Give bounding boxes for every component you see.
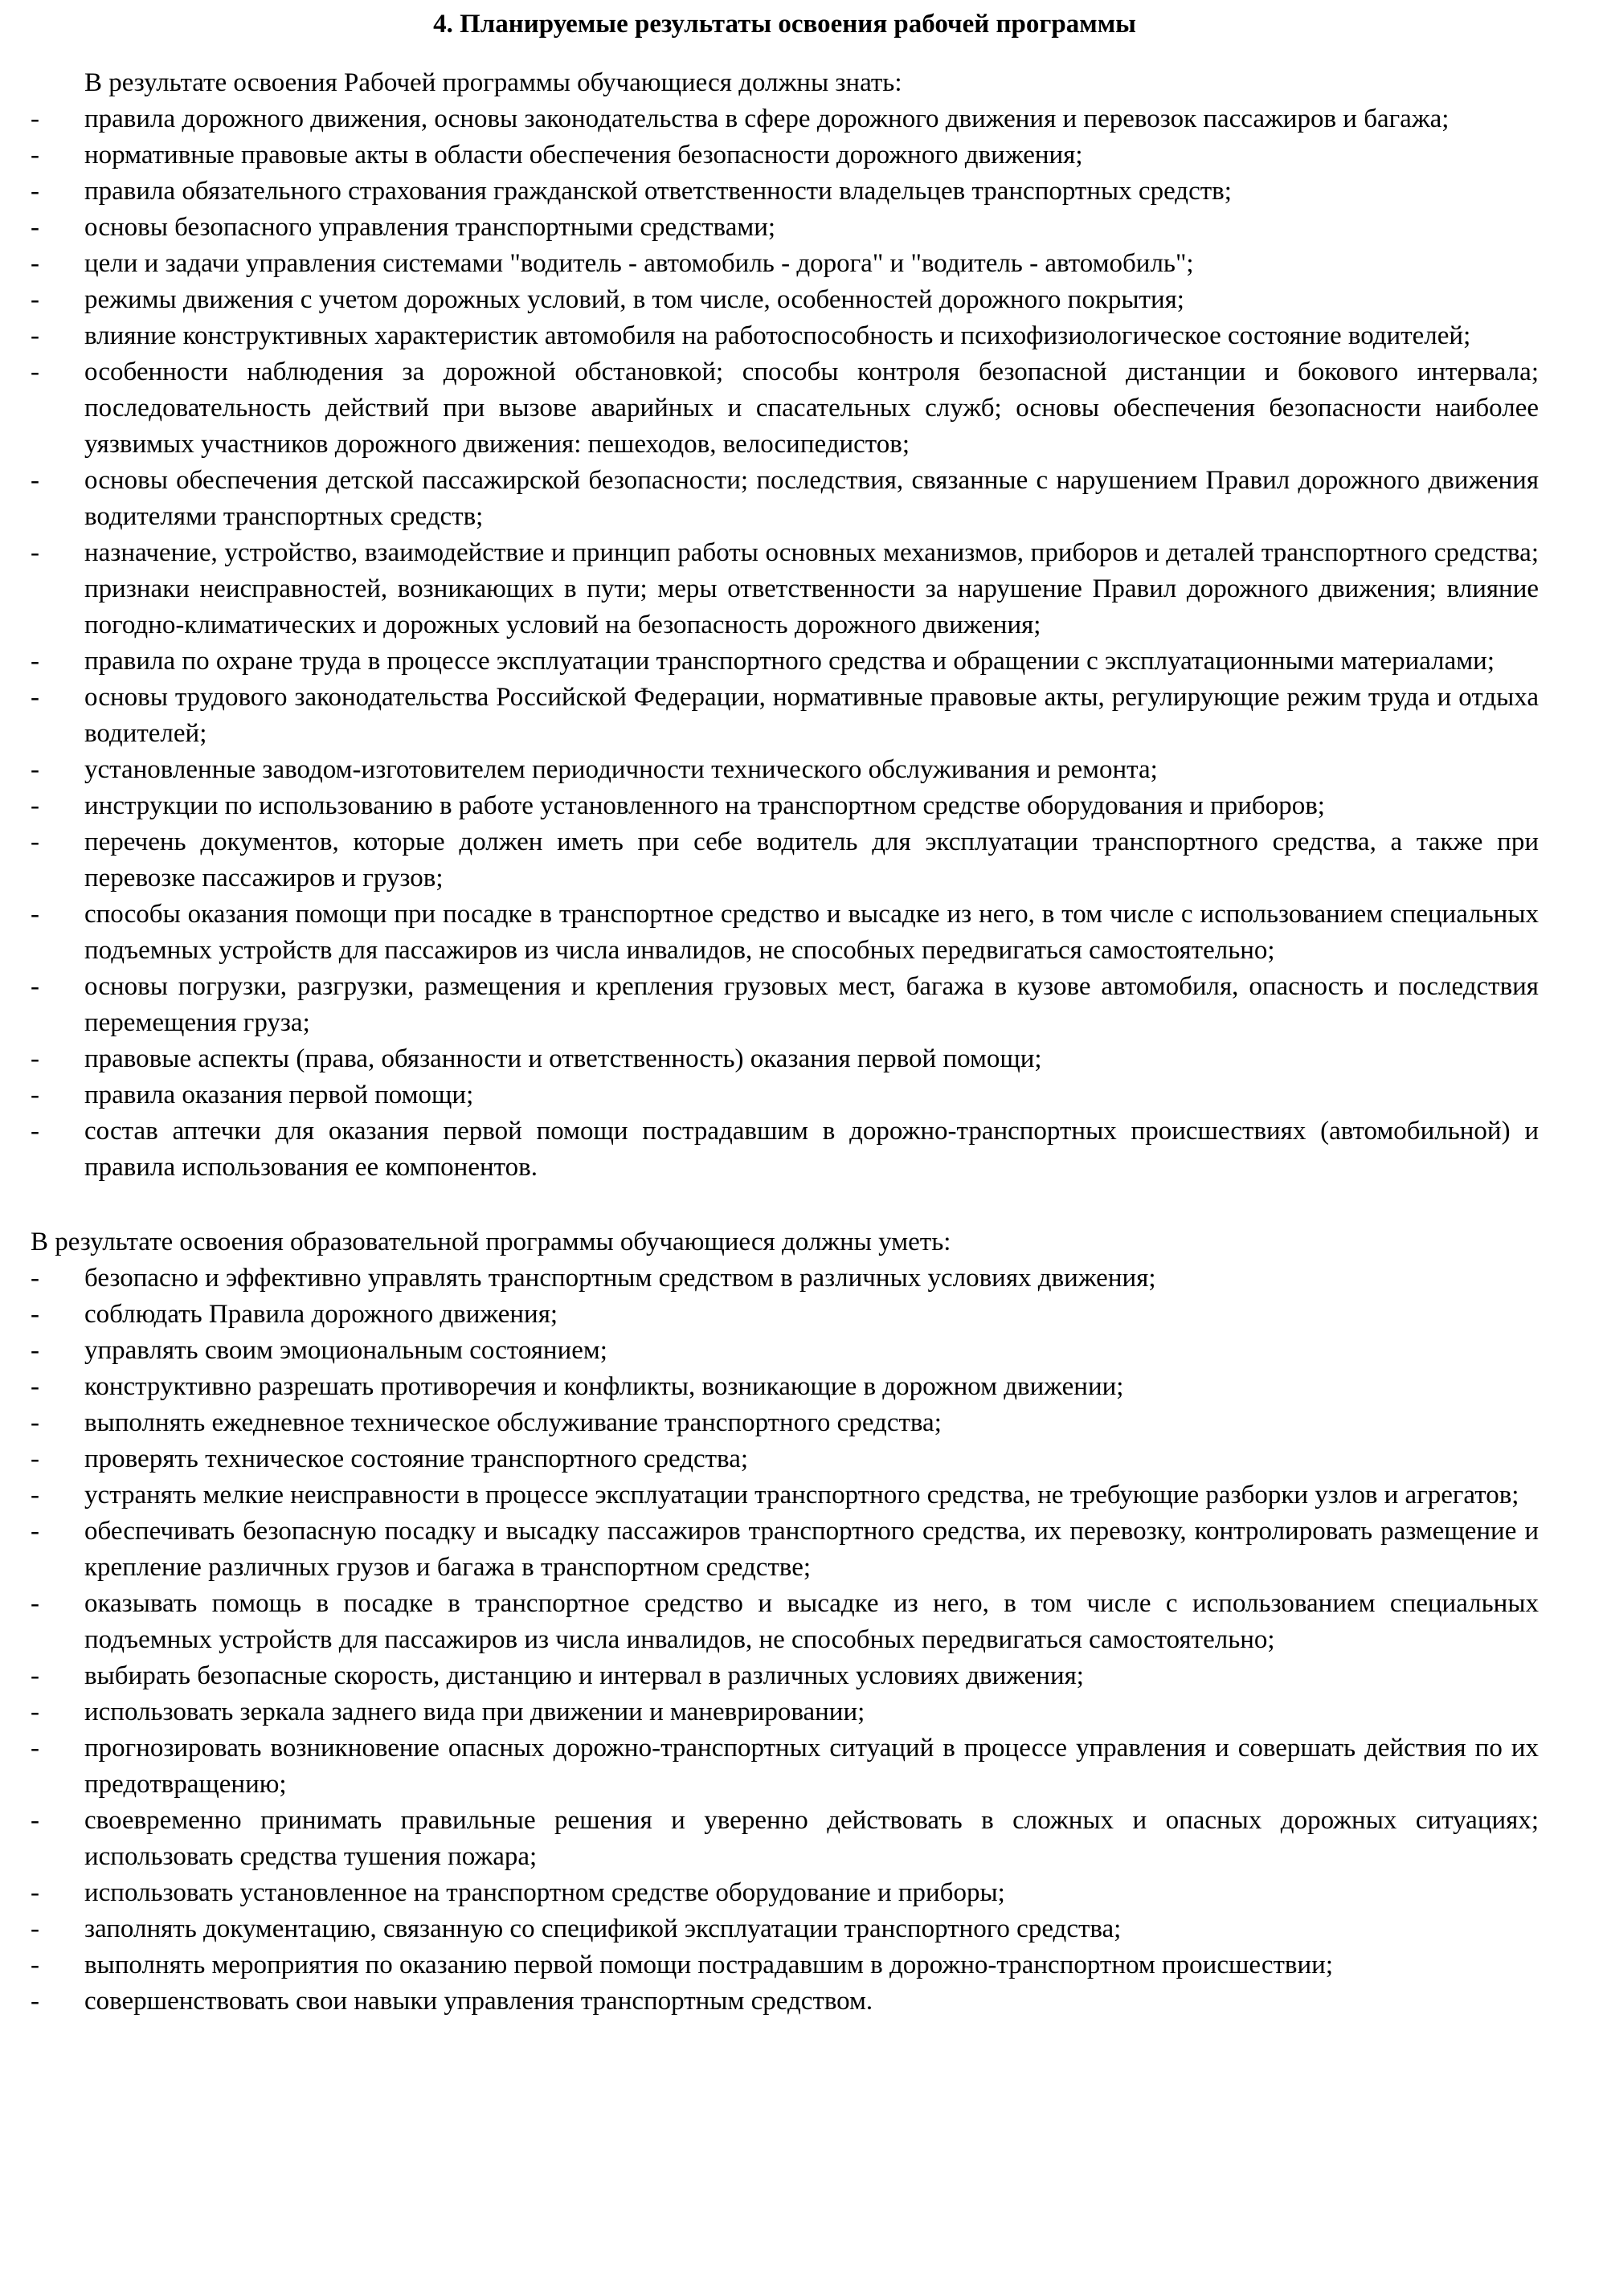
list-item-text: перечень документов, которые должен иметь при себе водитель для эксплуатации транспортного средства, а также при перевозке пассажиров и грузов;	[84, 827, 1539, 893]
list-item	[31, 1297, 1539, 1333]
dash-marker: -	[31, 104, 39, 133]
list-item	[31, 282, 1539, 318]
dash-marker: -	[31, 249, 39, 278]
dash-marker: -	[31, 1734, 39, 1763]
list-item-text: соблюдать Правила дорожного движения;	[84, 1300, 558, 1329]
dash-marker: -	[31, 285, 39, 314]
list-item-text: состав аптечки для оказания первой помощи пострадавшим в дорожно-транспортных происшествиях (автомобильной) и правила использования ее компонентов.	[84, 1117, 1539, 1182]
list-item	[31, 535, 1539, 643]
list-item	[31, 752, 1539, 788]
dash-marker: -	[31, 1951, 39, 1979]
list-item	[31, 1369, 1539, 1405]
dash-marker: -	[31, 1806, 39, 1835]
list-item	[31, 1875, 1539, 1911]
list-item-text: правила оказания первой помощи;	[84, 1081, 474, 1109]
dash-marker: -	[31, 791, 39, 820]
list-item-text: выполнять ежедневное техническое обслуживание транспортного средства;	[84, 1408, 942, 1437]
list-item-text: способы оказания помощи при посадке в транспортное средство и высадке из него, в том числе с использованием специальных подъемных устройств для пассажиров из числа инвалидов, не способных передвигаться самостоятельно;	[84, 900, 1539, 965]
know-list	[31, 101, 1539, 1186]
dash-marker: -	[31, 357, 39, 386]
list-item-text: инструкции по использованию в работе установленного на транспортном средстве оборудования и приборов;	[84, 791, 1325, 820]
list-item	[31, 1911, 1539, 1947]
list-item-text: использовать установленное на транспортном средстве оборудование и приборы;	[84, 1878, 1005, 1907]
list-item	[31, 1586, 1539, 1658]
list-item-text: режимы движения с учетом дорожных условий, в том числе, особенностей дорожного покрытия;	[84, 285, 1184, 314]
dash-marker: -	[31, 141, 39, 170]
dash-marker: -	[31, 1117, 39, 1146]
list-item-text: выбирать безопасные скорость, дистанцию и интервал в различных условиях движения;	[84, 1661, 1084, 1690]
list-item	[31, 1983, 1539, 2020]
list-item	[31, 1730, 1539, 1803]
list-item-text: установленные заводом-изготовителем периодичности технического обслуживания и ремонта;	[84, 755, 1158, 784]
list-item-text: управлять своим эмоциональным состоянием;	[84, 1336, 607, 1365]
list-item	[31, 137, 1539, 174]
list-item-text: влияние конструктивных характеристик автомобиля на работоспособность и психофизиологическое состояние водителей;	[84, 321, 1471, 350]
dash-marker: -	[31, 1914, 39, 1943]
list-item-text: основы погрузки, разгрузки, размещения и крепления грузовых мест, багажа в кузове автомобиля, опасность и последствия перемещения груза;	[84, 972, 1539, 1037]
list-item-text: прогнозировать возникновение опасных дорожно-транспортных ситуаций в процессе управления и совершать действия по их предотвращению;	[84, 1734, 1539, 1799]
list-item	[31, 1658, 1539, 1694]
list-item-text: конструктивно разрешать противоречия и конфликты, возникающие в дорожном движении;	[84, 1372, 1124, 1401]
list-item-text: особенности наблюдения за дорожной обстановкой; способы контроля безопасной дистанции и бокового интервала; последовательность действий при вызове аварийных и спасательных служб; основы обеспечения безопасности наиболее уязвимых участников дорожного движения: пешеходов, велосипедистов;	[84, 357, 1539, 459]
list-item-text: цели и задачи управления системами "водитель - автомобиль - дорога" и "водитель - автомобиль";	[84, 249, 1194, 278]
dash-marker: -	[31, 1517, 39, 1546]
list-item	[31, 680, 1539, 752]
dash-marker: -	[31, 1661, 39, 1690]
dash-marker: -	[31, 321, 39, 350]
list-item	[31, 1113, 1539, 1186]
dash-marker: -	[31, 1081, 39, 1109]
dash-marker: -	[31, 466, 39, 495]
list-item	[31, 969, 1539, 1041]
know-section-intro: В результате освоения Рабочей программы обучающиеся должны знать:	[84, 68, 902, 97]
list-item	[31, 174, 1539, 210]
list-item	[31, 1260, 1539, 1297]
list-item-text: правила дорожного движения, основы законодательства в сфере дорожного движения и перевозок пассажиров и багажа;	[84, 104, 1450, 133]
list-item-text: правовые аспекты (права, обязанности и ответственность) оказания первой помощи;	[84, 1044, 1042, 1073]
dash-marker: -	[31, 1697, 39, 1726]
list-item-text: основы безопасного управления транспортными средствами;	[84, 213, 776, 242]
list-item	[31, 643, 1539, 680]
list-item-text: использовать зеркала заднего вида при движении и маневрировании;	[84, 1697, 865, 1726]
dash-marker: -	[31, 1408, 39, 1437]
list-item-text: обеспечивать безопасную посадку и высадку пассажиров транспортного средства, их перевозку, контролировать размещение и крепление различных грузов и багажа в транспортном средстве;	[84, 1517, 1539, 1582]
list-item-text: нормативные правовые акты в области обеспечения безопасности дорожного движения;	[84, 141, 1083, 170]
dash-marker: -	[31, 827, 39, 856]
list-item-text: проверять техническое состояние транспортного средства;	[84, 1444, 749, 1473]
list-item	[31, 1694, 1539, 1730]
list-item	[31, 788, 1539, 824]
list-item-text: правила обязательного страхования гражданской ответственности владельцев транспортных средств;	[84, 177, 1232, 206]
dash-marker: -	[31, 1044, 39, 1073]
list-item	[31, 463, 1539, 535]
list-item	[31, 246, 1539, 282]
dash-marker: -	[31, 1444, 39, 1473]
able-section-intro: В результате освоения образовательной программы обучающиеся должны уметь:	[31, 1228, 951, 1256]
able-list	[31, 1260, 1539, 2020]
dash-marker: -	[31, 647, 39, 676]
dash-marker: -	[31, 1987, 39, 2016]
list-item	[31, 824, 1539, 897]
list-item	[31, 1041, 1539, 1077]
list-item-text: назначение, устройство, взаимодействие и принцип работы основных механизмов, приборов и деталей транспортного средства; признаки неисправностей, возникающих в пути; меры ответственности за нарушение Правил дорожного движения; влияние погодно-климатических и дорожных условий на безопасность дорожного движения;	[84, 538, 1539, 639]
dash-marker: -	[31, 1300, 39, 1329]
list-item	[31, 1441, 1539, 1477]
dash-marker: -	[31, 177, 39, 206]
dash-marker: -	[31, 213, 39, 242]
list-item	[31, 1477, 1539, 1514]
dash-marker: -	[31, 538, 39, 567]
dash-marker: -	[31, 1481, 39, 1510]
list-item	[31, 1947, 1539, 1983]
list-item	[31, 1514, 1539, 1586]
dash-marker: -	[31, 1372, 39, 1401]
dash-marker: -	[31, 683, 39, 712]
list-item	[31, 101, 1539, 137]
list-item-text: устранять мелкие неисправности в процессе эксплуатации транспортного средства, не требующие разборки узлов и агрегатов;	[84, 1481, 1519, 1510]
dash-marker: -	[31, 900, 39, 929]
dash-marker: -	[31, 1264, 39, 1293]
list-item-text: совершенствовать свои навыки управления транспортным средством.	[84, 1987, 873, 2016]
list-item-text: оказывать помощь в посадке в транспортное средство и высадке из него, в том числе с использованием специальных подъемных устройств для пассажиров из числа инвалидов, не способных передвигаться самостоятельно;	[84, 1589, 1539, 1654]
list-item	[31, 354, 1539, 463]
list-item-text: заполнять документацию, связанную со спецификой эксплуатации транспортного средства;	[84, 1914, 1122, 1943]
list-item	[31, 210, 1539, 246]
list-item-text: правила по охране труда в процессе эксплуатации транспортного средства и обращении с эксплуатационными материалами;	[84, 647, 1495, 676]
dash-marker: -	[31, 1336, 39, 1365]
page-title: 4. Планируемые результаты освоения рабочей программы	[433, 10, 1136, 39]
list-item	[31, 1803, 1539, 1875]
dash-marker: -	[31, 1878, 39, 1907]
dash-marker: -	[31, 1589, 39, 1618]
list-item	[31, 1077, 1539, 1113]
list-item-text: безопасно и эффективно управлять транспортным средством в различных условиях движения;	[84, 1264, 1156, 1293]
dash-marker: -	[31, 755, 39, 784]
list-item-text: своевременно принимать правильные решения и уверенно действовать в сложных и опасных дорожных ситуациях; использовать средства тушения пожара;	[84, 1806, 1539, 1871]
list-item	[31, 1333, 1539, 1369]
list-item	[31, 318, 1539, 354]
dash-marker: -	[31, 972, 39, 1001]
list-item-text: основы обеспечения детской пассажирской безопасности; последствия, связанные с нарушением Правил дорожного движения водителями транспортных средств;	[84, 466, 1539, 531]
list-item-text: основы трудового законодательства Российской Федерации, нормативные правовые акты, регулирующие режим труда и отдыха водителей;	[84, 683, 1539, 748]
list-item	[31, 897, 1539, 969]
list-item-text: выполнять мероприятия по оказанию первой помощи пострадавшим в дорожно-транспортном происшествии;	[84, 1951, 1333, 1979]
list-item	[31, 1405, 1539, 1441]
